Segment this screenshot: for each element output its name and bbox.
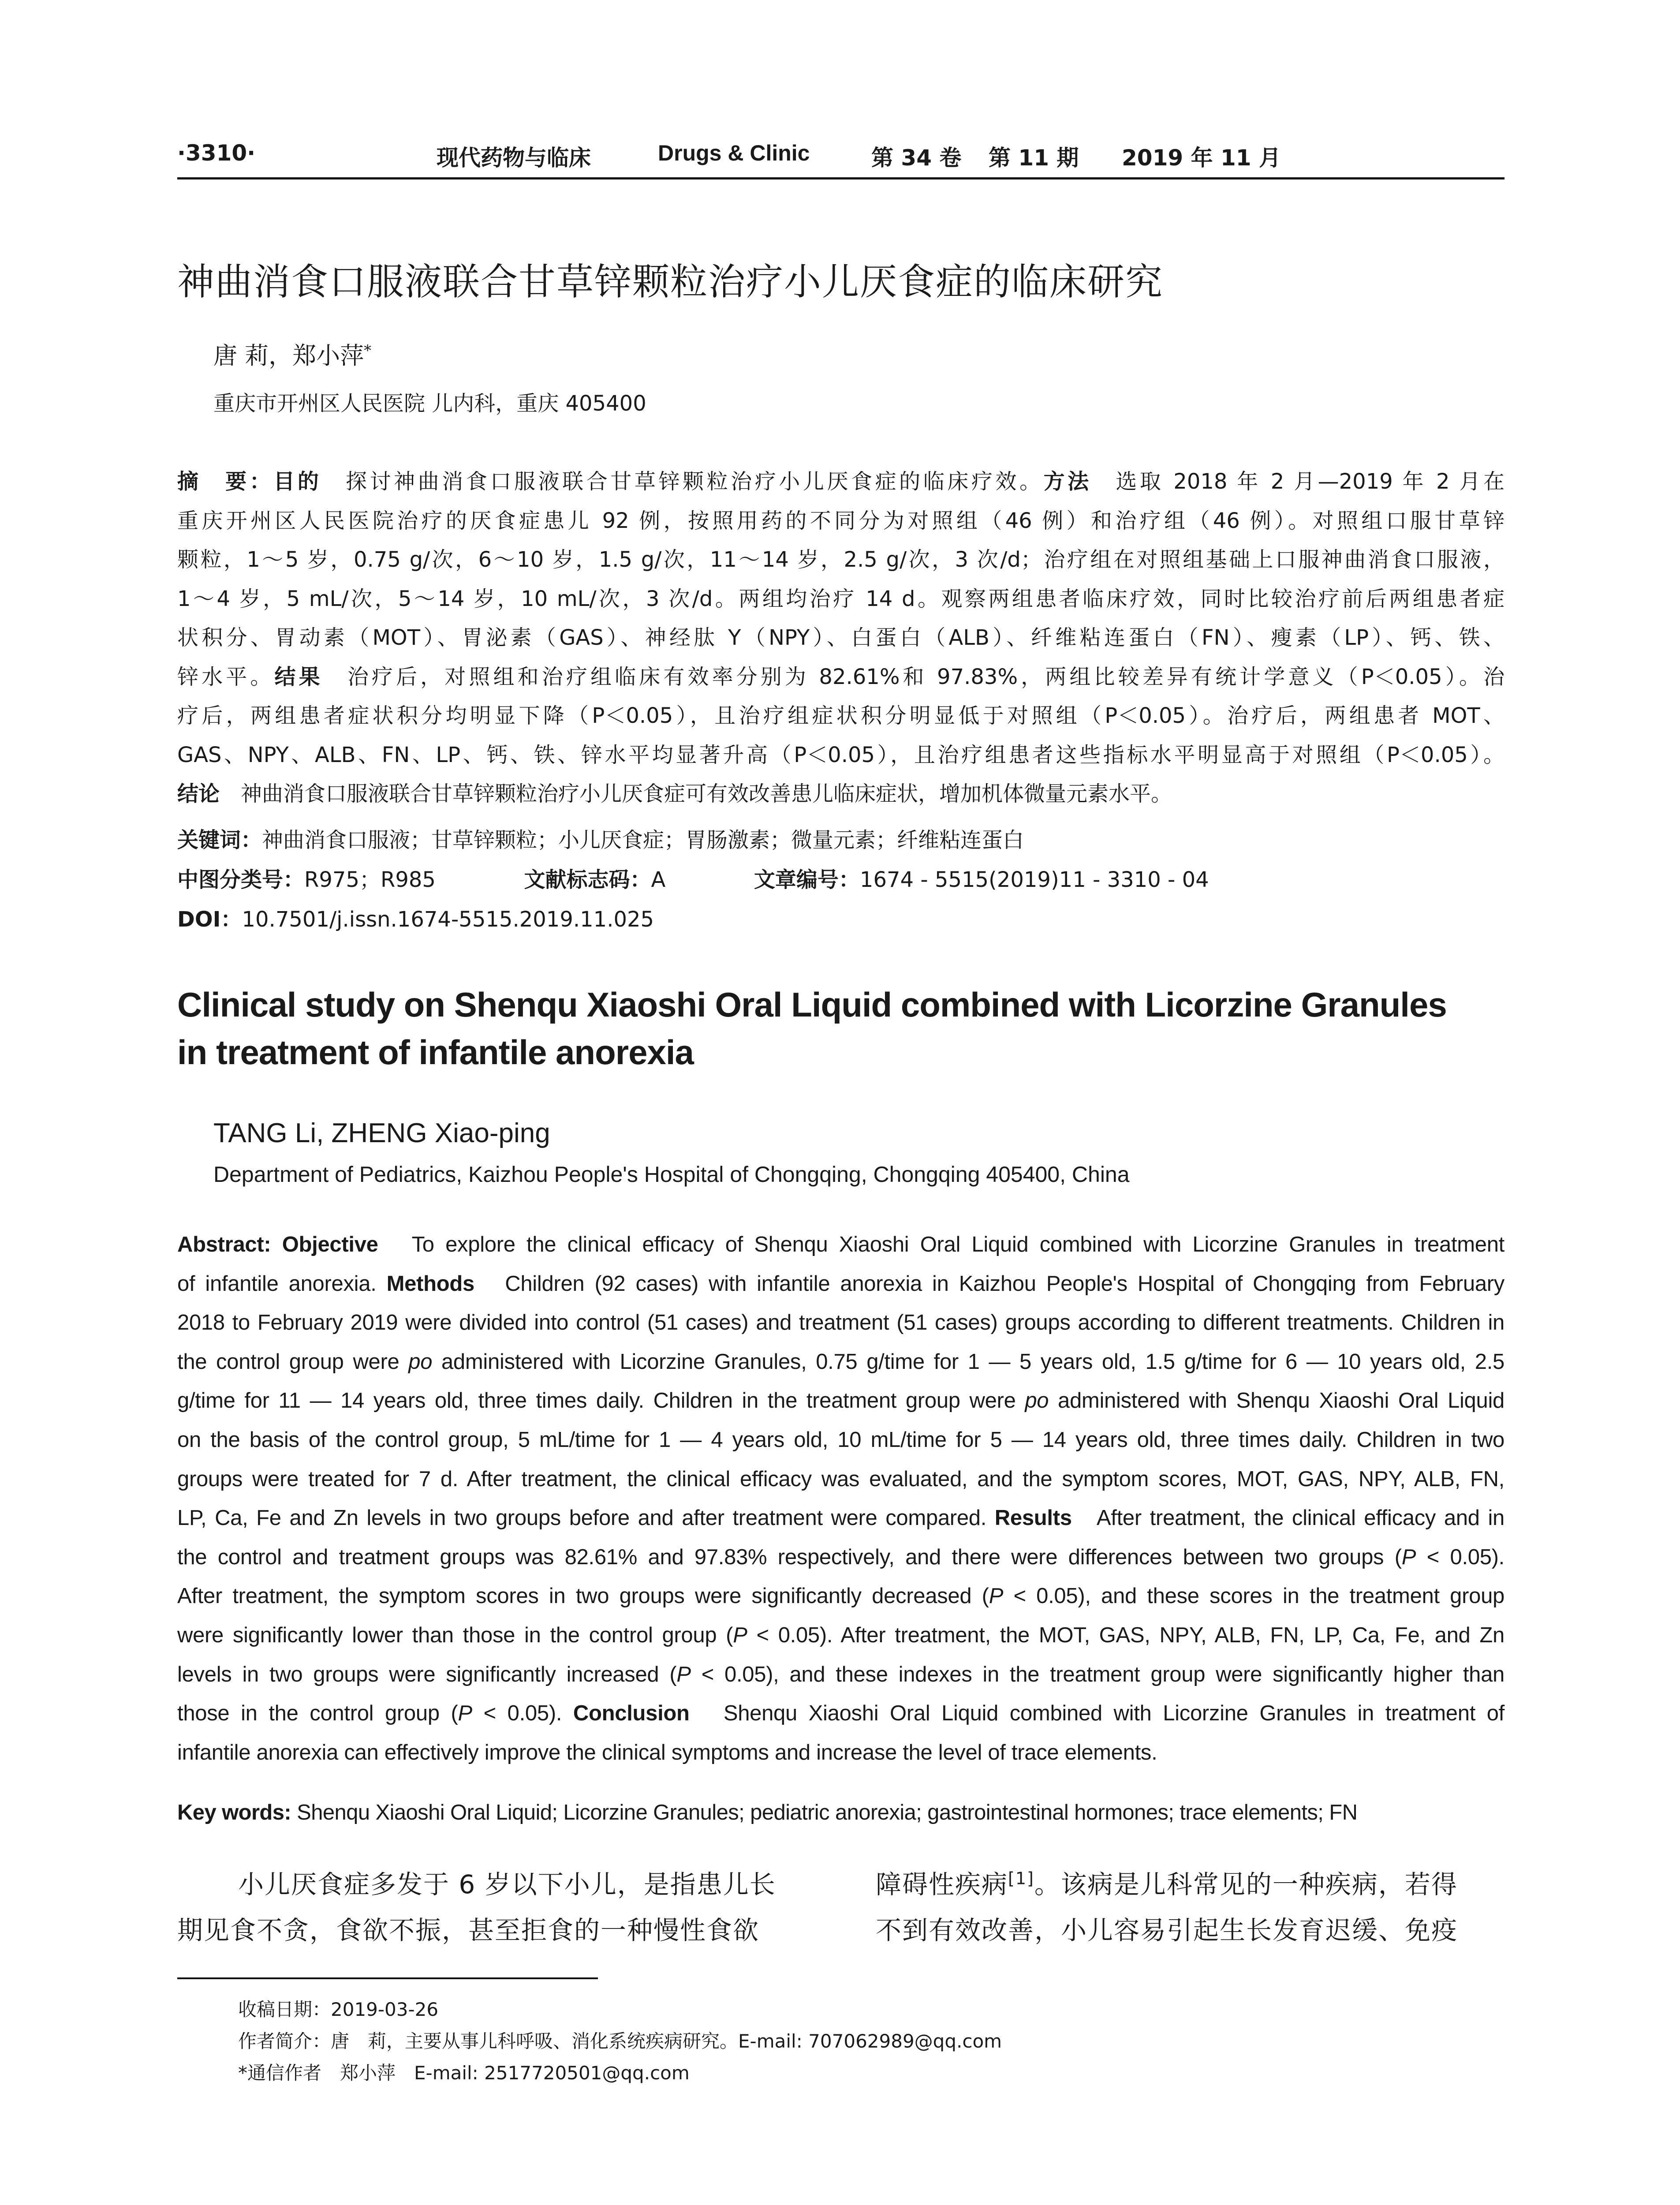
footnote-received: 收稿日期：2019-03-26 — [238, 1999, 439, 2020]
abstract-en-line: LP, Ca, Fe and Zn levels in two groups before and after treatment were compared. Results After treatment, the clinical efficacy and in — [177, 1506, 1505, 1530]
abstract-en-line: levels in two groups were significantly increased (P < 0.05), and these indexes in the treatment group were significantly higher than — [177, 1662, 1505, 1686]
article-no-label: 文章编号： — [754, 867, 860, 892]
keywords-en-label: Key words: — [177, 1801, 291, 1824]
abstract-cn-text: 疗后，两组患者症状积分均明显下降（P＜0.05），且治疗组症状积分明显低于对照组（P＜0.05）。治疗后，两组患者 MOT、 — [177, 703, 1505, 728]
abstract-cn-text: 颗粒，1～5 岁，0.75 g/次，6～10 岁，1.5 g/次，11～14 岁，2.5 g/次，3 次/d；治疗组在对照组基础上口服神曲消食口服液， — [177, 547, 1505, 572]
doc-code-label: 文献标志码： — [524, 867, 651, 892]
keywords-cn-label: 关键词： — [177, 828, 262, 852]
abstract-cn-text: 治疗后，对照组和治疗组临床有效率分别为 82.61%和 97.83%，两组比较差异有统计学意义（P＜0.05）。治 — [323, 664, 1505, 689]
abstract-cn-line — [177, 501, 1505, 541]
footnote-corresponding: *通信作者 郑小萍 E-mail: 2517720501@qq.com — [238, 2062, 690, 2084]
clc-label: 中图分类号： — [177, 867, 305, 892]
page-number: ·3310· — [177, 140, 256, 166]
doi-value: 10.7501/j.issn.1674-5515.2019.11.025 — [242, 907, 654, 932]
abstract-cn-line — [177, 462, 1505, 501]
body-right-text-a: 障碍性疾病 — [876, 1869, 1008, 1899]
title-en-line-2: in treatment of infantile anorexia — [177, 1033, 694, 1072]
abstract-cn-label: 结果 — [274, 664, 323, 689]
abstract-cn-text: GAS、NPY、ALB、FN、LP、钙、铁、锌水平均显著升高（P＜0.05），且治疗组患者这些指标水平明显高于对照组（P＜0.05）。 — [177, 742, 1505, 767]
body-left-line-2: 期见食不贪，食欲不振，甚至拒食的一种慢性食欲 — [177, 1915, 760, 1945]
abstract-cn-line — [177, 579, 1505, 619]
abstract-cn-text: 神曲消食口服液联合甘草锌颗粒治疗小儿厌食症可有效改善患儿临床症状，增加机体微量元素水平。 — [220, 781, 1172, 806]
footnote-rule — [177, 1977, 598, 1979]
abstract-cn-line — [177, 696, 1505, 736]
header-rule — [177, 177, 1505, 179]
abstract-en-line: the control and treatment groups was 82.61% and 97.83% respectively, and there were differences between two groups (P < 0.05). — [177, 1545, 1505, 1569]
footnote-author-bio: 作者简介：唐 莉，主要从事儿科呼吸、消化系统疾病研究。E-mail: 707062989@qq.com — [238, 2030, 1002, 2052]
volume: 第 34 卷 — [871, 145, 962, 171]
abstract-en-line: g/time for 11 — 14 years old, three times daily. Children in the treatment group were po administered with Shenqu Xiaoshi Oral Liquid — [177, 1389, 1505, 1413]
abstract-cn-line — [177, 736, 1505, 775]
body-right-line-2: 不到有效改善，小儿容易引起生长发育迟缓、免疫 — [876, 1915, 1458, 1945]
body-right-line-1 — [876, 1864, 1458, 1901]
keywords-cn — [177, 823, 1024, 853]
affiliation-en: Department of Pediatrics, Kaizhou People's Hospital of Chongqing, Chongqing 405400, China — [213, 1162, 1130, 1187]
abstract-en-line: of infantile anorexia. Methods Children (92 cases) with infantile anorexia in Kaizhou People's Hospital of Chongqing from February — [177, 1271, 1505, 1296]
body-right-text-b: 。该病是儿科常见的一种疾病，若得 — [1034, 1869, 1458, 1899]
title-en-line-1: Clinical study on Shenqu Xiaoshi Oral Liquid combined with Licorzine Granules — [177, 985, 1447, 1024]
abstract-en-line: groups were treated for 7 d. After treatment, the clinical efficacy was evaluated, and the symptom scores, MOT, GAS, NPY, ALB, FN, — [177, 1467, 1505, 1491]
abstract-cn-line — [177, 774, 1505, 814]
abstract-en-line: Abstract: Objective To explore the clinical efficacy of Shenqu Xiaoshi Oral Liquid combined with Licorzine Granules in treatment — [177, 1233, 1505, 1256]
abstract-cn-line — [177, 658, 1505, 697]
issue: 第 11 期 — [989, 145, 1079, 171]
abstract-en-line: were significantly lower than those in the control group (P < 0.05). After treatment, the MOT, GAS, NPY, ALB, FN, LP, Ca, Fe, and Zn — [177, 1623, 1505, 1647]
title-cn: 神曲消食口服液联合甘草锌颗粒治疗小儿厌食症的临床研究 — [177, 260, 1164, 303]
abstract-cn-line — [177, 618, 1505, 658]
article-no-value: 1674 - 5515(2019)11 - 3310 - 04 — [859, 867, 1209, 892]
abstract-en-line: those in the control group (P < 0.05). Conclusion Shenqu Xiaoshi Oral Liquid combined with Licorzine Granules in treatment of — [177, 1701, 1505, 1726]
doi-label: DOI： — [177, 907, 242, 932]
abstract-cn-text: 探讨神曲消食口服液联合甘草锌颗粒治疗小儿厌食症的临床疗效。 — [321, 469, 1044, 494]
abstract-en-line: After treatment, the symptom scores in two groups were significantly decreased (P < 0.05), and these scores in the treatment group — [177, 1584, 1505, 1608]
abstract-en-line: on the basis of the control group, 5 mL/time for 1 — 4 years old, 10 mL/time for 5 — 14 years old, three times daily. Children in two — [177, 1428, 1505, 1452]
journal-name-en: Drugs & Clinic — [658, 141, 810, 165]
abstract-cn-label: 方法 — [1043, 469, 1092, 494]
abstract-cn-text: 选取 2018 年 2 月—2019 年 2 月在 — [1091, 469, 1505, 494]
body-left-line-1: 小儿厌食症多发于 6 岁以下小儿，是指患儿长 — [238, 1869, 776, 1899]
keywords-en — [177, 1800, 1505, 1825]
authors-cn — [213, 337, 371, 371]
keywords-cn-text: 神曲消食口服液；甘草锌颗粒；小儿厌食症；胃肠激素；微量元素；纤维粘连蛋白 — [262, 828, 1024, 852]
abstract-cn-text: 锌水平。 — [177, 664, 275, 689]
abstract-en-line: infantile anorexia can effectively improve the clinical symptoms and increase the level of trace elements. — [177, 1740, 1157, 1764]
doc-code-value: A — [651, 867, 666, 892]
journal-name-cn: 现代药物与临床 — [437, 145, 591, 171]
authors-cn-names: 唐 莉，郑小萍 — [213, 342, 364, 370]
affiliation-cn: 重庆市开州区人民医院 儿内科，重庆 405400 — [213, 391, 646, 416]
keywords-en-text: Shenqu Xiaoshi Oral Liquid; Licorzine Granules; pediatric anorexia; gastrointestinal hormones; trace elements; FN — [297, 1801, 1358, 1824]
abstract-cn-label: 结论 — [177, 781, 220, 806]
abstract-en-line: 2018 to February 2019 were divided into control (51 cases) and treatment (51 cases) groups according to different treatments. Children in — [177, 1311, 1505, 1335]
authors-en: TANG Li, ZHENG Xiao-ping — [213, 1118, 550, 1148]
doi-line — [177, 902, 654, 933]
issue-date: 2019 年 11 月 — [1122, 145, 1281, 171]
abstract-cn — [177, 462, 1505, 815]
abstract-cn-line — [177, 540, 1505, 579]
abstract-cn-text: 1～4 岁，5 mL/次，5～14 岁，10 mL/次，3 次/d。两组均治疗 14 d。观察两组患者临床疗效，同时比较治疗前后两组患者症 — [177, 586, 1505, 611]
corresponding-mark: * — [364, 342, 372, 359]
abstract-cn-text: 重庆开州区人民医院治疗的厌食症患儿 92 例，按照用药的不同分为对照组（46 例）和治疗组（46 例）。对照组口服甘草锌 — [177, 508, 1505, 533]
abstract-cn-label: 摘 要：目的 — [177, 469, 322, 494]
abstract-cn-text: 状积分、胃动素（MOT）、胃泌素（GAS）、神经肽 Y（NPY）、白蛋白（ALB）、纤维粘连蛋白（FN）、瘦素（LP）、钙、铁、 — [177, 625, 1505, 650]
running-header — [177, 140, 1505, 176]
clc-value: R975；R985 — [304, 867, 436, 892]
abstract-en-line: the control group were po administered with Licorzine Granules, 0.75 g/time for 1 — 5 years old, 1.5 g/time for 6 — 10 years old, 2.5 — [177, 1349, 1505, 1374]
citation-ref: [1] — [1008, 1869, 1034, 1888]
classification-line — [177, 863, 1209, 893]
title-en — [177, 981, 1509, 1076]
